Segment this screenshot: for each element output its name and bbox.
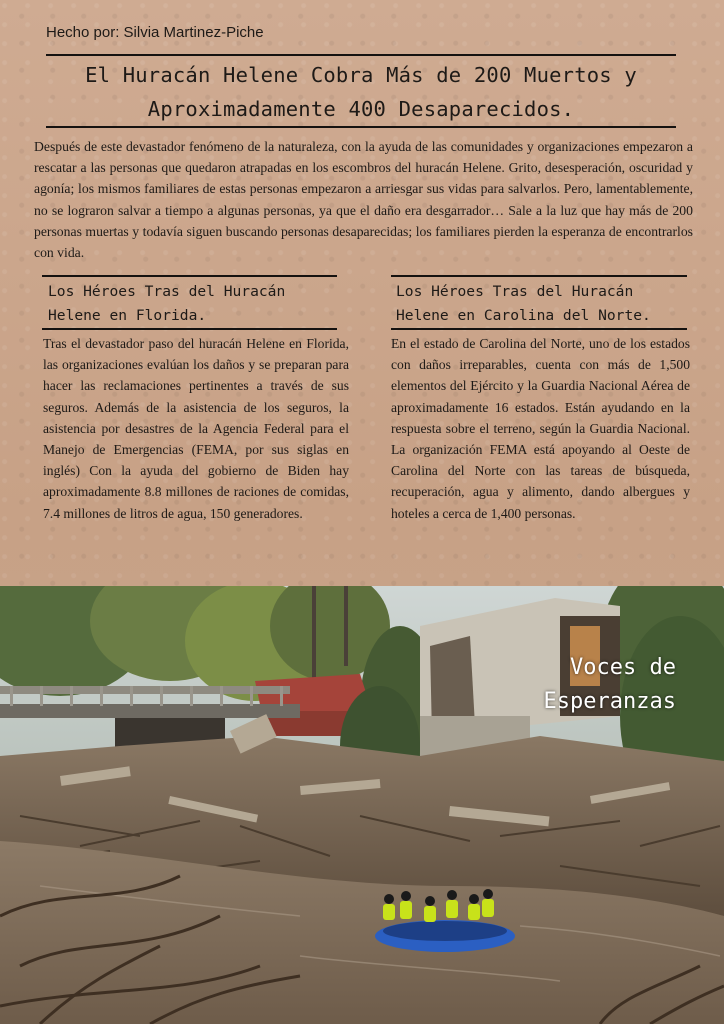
section-florida-top-rule — [42, 275, 337, 277]
intro-paragraph: Después de este devastador fenómeno de la naturaleza, con la ayuda de las comunidades y organizaciones empezaron a rescatar a las personas que quedaron atrapadas en los escombros del huracán Helene. Grito, desesperación, oscuridad y agonía; los mismos familiares de estas personas empezaron a arriesgar sus vidas para salvarlos. Pero, lamentablemente, no se lograron salvar a tiempo a algunas personas, ya que el daño era desgarrador… Sale a la luz que hay más de 200 personas muertas y todavía siguen buscando personas desaparecidas; los familiares pierden la esperanza de encontrarlos con vida. — [34, 139, 693, 261]
section-carolina-title — [396, 280, 696, 328]
photo-caption-line-1: Voces de — [570, 655, 676, 680]
photo-caption — [476, 651, 676, 719]
section-florida-body: Tras el devastador paso del huracán Helene en Florida, las organizaciones evalúan los daños y se preparan para hacer las reclamaciones pertinentes a través de sus seguros. Además de la asistencia de los seguros, la asistencia por desastres de la Agencia Federal para el Manejo de Emergencias (FEMA, por sus siglas en inglés) Con la ayuda del gobierno de Biden hay aproximadamente 8.8 millones de raciones de comidas, 7.4 millones de litros de agua, 150 generadores. — [43, 336, 349, 521]
photo-caption-line-2: Esperanzas — [543, 689, 676, 714]
section-carolina-body: En el estado de Carolina del Norte, uno de los estados con daños irreparables, cuenta con más de 1,500 elementos del Ejército y la Guardia Nacional Aérea de aproximadamente 16 estados. Están ayudando en la respuesta sobre el terreno, según la Guardia Nacional. La organización FEMA está apoyando al Oeste de Carolina del Norte con las tareas de búsqueda, recuperación, agua y alimento, dando albergues y hoteles a cerca de 1,400 personas. — [391, 336, 690, 521]
section-florida-title-line-2: Helene en Florida. — [48, 307, 207, 324]
headline-line-2: Aproximadamente 400 Desaparecidos. — [147, 97, 575, 121]
section-carolina-bottom-rule — [391, 328, 687, 330]
author-credit: Hecho por: Silvia Martinez-Piche — [46, 24, 264, 41]
headline-line-1: El Huracán Helene Cobra Más de 200 Muertos y — [85, 63, 637, 87]
section-carolina-title-line-1: Los Héroes Tras del Huracán — [396, 283, 634, 300]
section-florida-bottom-rule — [42, 328, 337, 330]
section-florida-title — [48, 280, 338, 328]
headline-bottom-rule — [46, 126, 676, 128]
headline-top-rule — [46, 54, 676, 56]
section-florida-title-line-1: Los Héroes Tras del Huracán — [48, 283, 286, 300]
headline — [46, 58, 676, 126]
section-carolina-title-line-2: Helene en Carolina del Norte. — [396, 307, 651, 324]
section-carolina-top-rule — [391, 275, 687, 277]
